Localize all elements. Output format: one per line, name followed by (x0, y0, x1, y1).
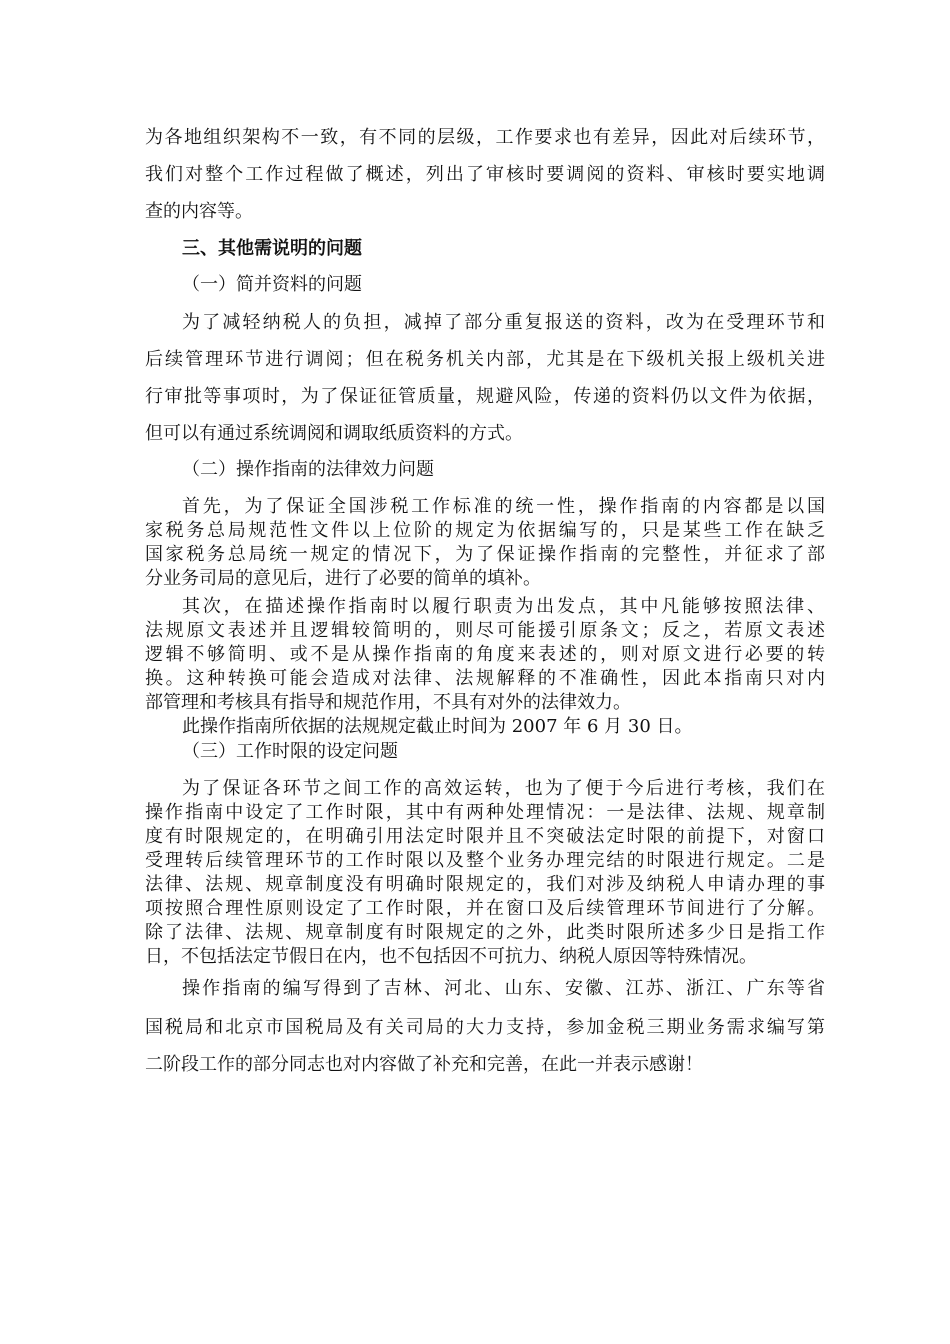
paragraph-line: 换。这种转换可能会造成对法律、法规解释的不准确性，因此本指南只对内 (145, 668, 825, 689)
paragraph-line: 部管理和考核具有指导和规范作用，不具有对外的法律效力。 (145, 692, 631, 713)
paragraph-line: 为各地组织架构不一致，有不同的层级，工作要求也有差异，因此对后续环节， (145, 127, 825, 148)
paragraph-line: 操作指南的编写得到了吉林、河北、山东、安徽、江苏、浙江、广东等省 (182, 978, 825, 999)
paragraph-line: 国税局和北京市国税局及有关司局的大力支持，参加金税三期业务需求编写第 (145, 1017, 825, 1038)
subsection-heading: （三）工作时限的设定问题 (182, 741, 398, 762)
paragraph-line: 其次，在描述操作指南时以履行职责为出发点，其中凡能够按照法律、 (182, 596, 825, 617)
paragraph-line: 法律、法规、规章制度没有明确时限规定的，我们对涉及纳税人申请办理的事 (145, 874, 825, 895)
paragraph-line: 二阶段工作的部分同志也对内容做了补充和完善，在此一并表示感谢！ (145, 1054, 703, 1075)
paragraph-line: 项按照合理性原则设定了工作时限，并在窗口及后续管理环节间进行了分解。 (145, 898, 825, 919)
paragraph-line: 为了保证各环节之间工作的高效运转，也为了便于今后进行考核，我们在 (182, 778, 825, 799)
paragraph-line: 国家税务总局统一规定的情况下，为了保证操作指南的完整性，并征求了部 (145, 544, 825, 565)
paragraph-line: 日，不包括法定节假日在内，也不包括因不可抗力、纳税人原因等特殊情况。 (145, 946, 757, 967)
paragraph-line: 度有时限规定的，在明确引用法定时限并且不突破法定时限的前提下，对窗口 (145, 826, 825, 847)
paragraph-line: 我们对整个工作过程做了概述，列出了审核时要调阅的资料、审核时要实地调 (145, 164, 825, 185)
paragraph-line: 法规原文表述并且逻辑较简明的，则尽可能援引原条文；反之，若原文表述 (145, 620, 825, 641)
paragraph-line: 查的内容等。 (145, 201, 253, 222)
subsection-heading: （二）操作指南的法律效力问题 (182, 459, 434, 480)
paragraph-line: 分业务司局的意见后，进行了必要的简单的填补。 (145, 568, 541, 589)
paragraph-line: 逻辑不够简明、或不是从操作指南的角度来表述的，则对原文进行必要的转 (145, 644, 825, 665)
paragraph-line: 但可以有通过系统调阅和调取纸质资料的方式。 (145, 423, 523, 444)
section-heading: 三、其他需说明的问题 (182, 238, 362, 259)
paragraph-line: 除了法律、法规、规章制度有时限规定的之外，此类时限所述多少日是指工作 (145, 922, 825, 943)
paragraph-line: 家税务总局规范性文件以上位阶的规定为依据编写的，只是某些工作在缺乏 (145, 520, 825, 541)
paragraph-line: 受理转后续管理环节的工作时限以及整个业务办理完结的时限进行规定。二是 (145, 850, 825, 871)
paragraph-line: 此操作指南所依据的法规规定截止时间为 2007 年 6 月 30 日。 (182, 716, 693, 737)
paragraph-line: 为了减轻纳税人的负担，减掉了部分重复报送的资料，改为在受理环节和 (182, 312, 825, 333)
paragraph-line: 操作指南中设定了工作时限，其中有两种处理情况：一是法律、法规、规章制 (145, 802, 825, 823)
subsection-heading: （一）简并资料的问题 (182, 274, 362, 295)
paragraph-line: 后续管理环节进行调阅；但在税务机关内部，尤其是在下级机关报上级机关进 (145, 349, 825, 370)
paragraph-line: 首先，为了保证全国涉税工作标准的统一性，操作指南的内容都是以国 (182, 496, 825, 517)
paragraph-line: 行审批等事项时，为了保证征管质量，规避风险，传递的资料仍以文件为依据， (145, 386, 825, 407)
